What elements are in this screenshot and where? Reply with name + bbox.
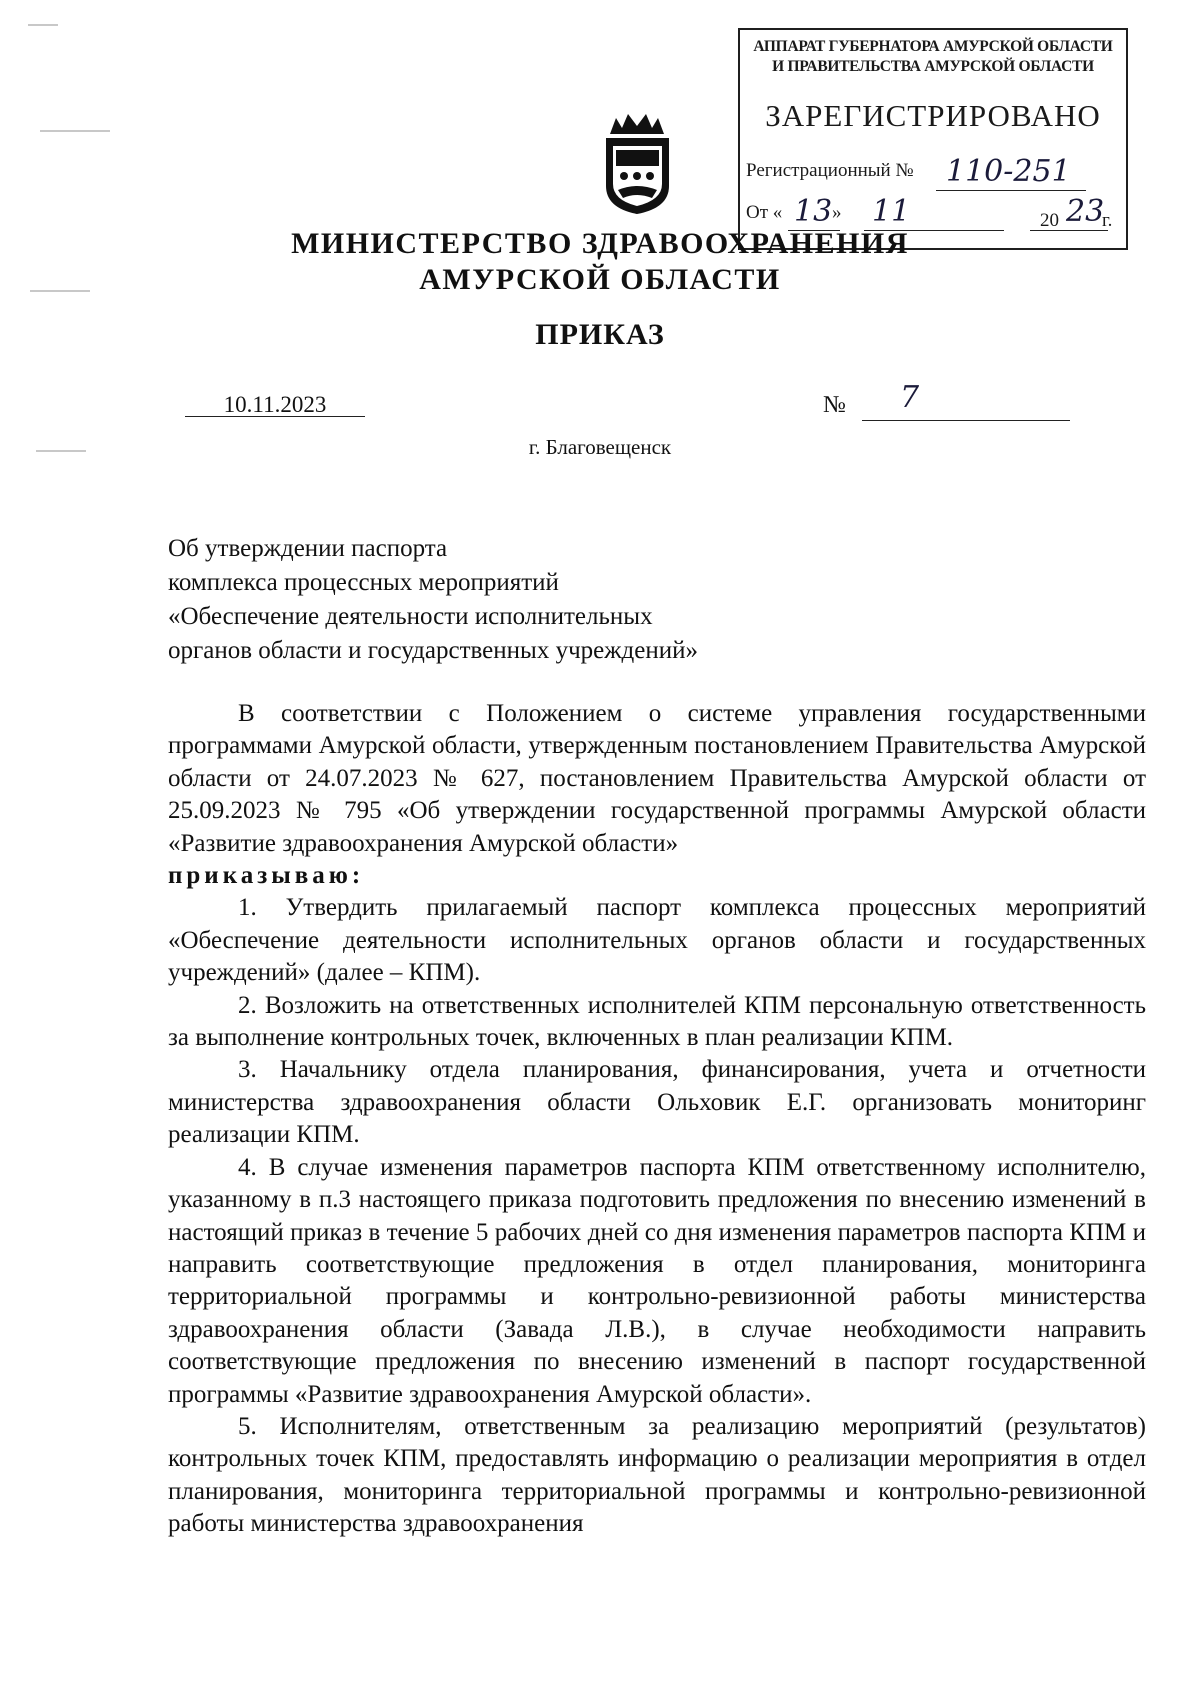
- coat-of-arms-emblem: [600, 110, 675, 216]
- subject-line: комплекса процессных мероприятий: [168, 569, 559, 596]
- stamp-day-handwritten: 13: [794, 194, 833, 229]
- order-date: 10.11.2023: [223, 392, 327, 417]
- order-item-4: 4. В случае изменения параметров паспорта КПМ ответственному исполнителю, указанному в п.3 настоящего приказа подготовить предложения по внесению изменений в настоящий приказ в течение 5 рабочих дней со дня изменения параметров паспорта КПМ и направить соответствующие предложения в отдел планирования, мониторинга территориальной программы и контрольно-ревизионной работы министерства здравоохранения области (Завада Л.В.), в случае необходимости направить соответствующие предложения по внесению изменений в паспорт государственной программы «Развитие здравоохранения Амурской области».: [168, 1153, 1146, 1408]
- order-item-2: 2. Возложить на ответственных исполнителей КПМ персональную ответственность за выполнение контрольных точек, включенных в план реализации КПМ.: [168, 991, 1146, 1052]
- order-item-3: 3. Начальнику отдела планирования, финансирования, учета и отчетности министерства здравоохранения области Ольховик Е.Г. организовать мониторинг реализации КПМ.: [168, 1056, 1146, 1149]
- registration-stamp: [738, 28, 1128, 250]
- stamp-quote-close: »: [832, 202, 842, 223]
- order-body: [168, 698, 1146, 1541]
- stamp-year-end: г.: [1102, 210, 1113, 231]
- order-number-underline: [862, 420, 1070, 421]
- city-name: г. Благовещенск: [528, 435, 672, 459]
- order-item-1: 1. Утвердить прилагаемый паспорт комплекса процессных мероприятий «Обеспечение деятельности исполнительных органов области и государственных учреждений» (далее – КПМ).: [168, 894, 1146, 987]
- subject-line: «Обеспечение деятельности исполнительных: [168, 603, 653, 630]
- stamp-number-handwritten: 110-251: [946, 154, 1071, 189]
- decree-word: приказываю:: [168, 862, 365, 890]
- subject-line: Об утверждении паспорта: [168, 535, 448, 562]
- stamp-date-label: От «: [746, 202, 783, 223]
- order-item-5: 5. Исполнителям, ответственным за реализацию мероприятий (результатов) контрольных точек КПМ, предоставлять информацию о реализации мероприятия в отдел планирования, мониторинга территориальной программы и контрольно-ревизионной работы министерства здравоохранения: [168, 1412, 1146, 1538]
- stamp-number-underline: [936, 190, 1086, 191]
- order-number-handwritten: 7: [900, 380, 920, 415]
- scan-speck: [40, 130, 110, 132]
- stamp-year-handwritten: 23: [1066, 194, 1105, 229]
- order-number-sign: №: [823, 392, 846, 418]
- stamp-year-prefix: 20: [1040, 210, 1059, 231]
- stamp-organization-line: АППАРАТ ГУБЕРНАТОРА АМУРСКОЙ ОБЛАСТИ: [753, 38, 1113, 55]
- stamp-month-handwritten: 11: [872, 194, 911, 229]
- stamp-status: ЗАРЕГИСТРИРОВАНО: [765, 98, 1101, 133]
- order-date-underline: [185, 416, 365, 417]
- ministry-name-line2: АМУРСКОЙ ОБЛАСТИ: [419, 263, 781, 296]
- ministry-name-line1: МИНИСТЕРСТВО ЗДРАВООХРАНЕНИЯ: [291, 227, 909, 260]
- preamble-paragraph: В соответствии с Положением о системе управления государственными программами Амурской области, утвержденным постановлением Правительства Амурской области от 24.07.2023 № 627, постановлением Правительства Амурской области от 25.09.2023 № 795 «Об утверждении государственной программы Амурской области «Развитие здравоохранения Амурской области»: [168, 700, 1146, 857]
- subject-line: органов области и государственных учреждений»: [168, 637, 698, 664]
- scan-speck: [28, 24, 58, 26]
- order-subject: [168, 532, 788, 668]
- document-type-title: ПРИКАЗ: [535, 318, 665, 351]
- stamp-organization-line: И ПРАВИТЕЛЬСТВА АМУРСКОЙ ОБЛАСТИ: [772, 58, 1094, 75]
- stamp-number-label: Регистрационный №: [746, 160, 914, 181]
